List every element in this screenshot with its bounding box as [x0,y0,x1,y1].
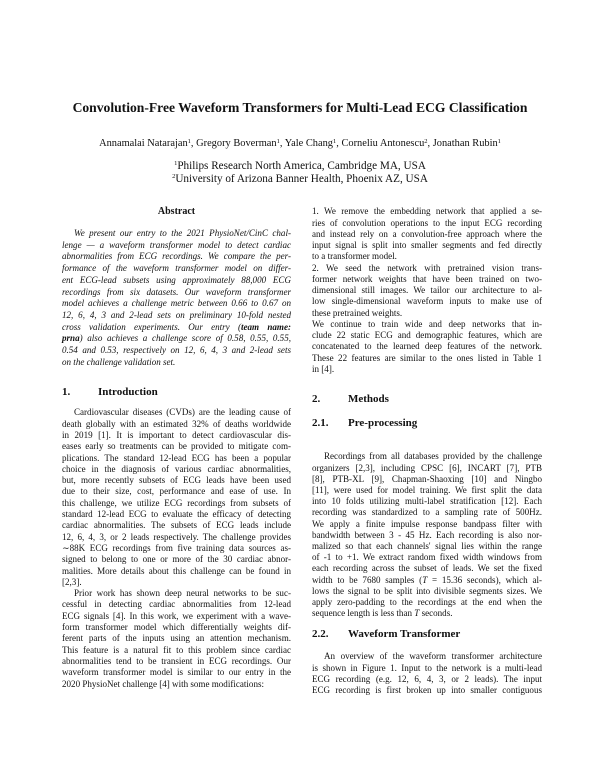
subsection-heading-preprocessing [312,416,417,430]
author [99,138,196,149]
text-line: ries of convolution operations to the input ECG recording [312,217,542,228]
text-line: signed to belong to one or more of the 30 cardiac abnor- [62,554,291,565]
text-line: model achieves a challenge metric between 0.66 to 0.67 on [62,298,291,309]
text-line: lows the signal to be split into divisible segments sizes. We [312,585,542,596]
author-name: Corneliu Antonescu [341,138,425,149]
text-line: 2020 PhysioNet challenge [4] with some modifications: [62,678,265,689]
text-line: plications. The standard 12-lead ECG has been a popular [62,452,291,463]
section-heading-introduction [62,385,158,399]
text-line: 12, 6, 4, 3, or 2 leads respectively. The challenge provides [62,531,291,542]
text-line: concatenated to the learned deep features of the network. [312,341,542,352]
text-line: apply zero-padding to the recordings at the end when the [312,597,542,608]
section-title: Waveform Transformer [348,628,461,640]
introduction-body [62,407,291,689]
text-line: clude 22 static ECG and demographic features, which are [312,330,542,341]
text-line: 2. We seed the network with pretrained vision trans- [312,262,542,273]
affiliation-number: 1 [174,160,178,167]
text-line [62,333,291,345]
text-segment: cross validation experiments. Our entry ( [62,321,241,332]
italic-text: T [414,608,420,619]
section-number: 2. [312,393,321,405]
text-line: due to their size, cost, performance and ease of use. In [62,486,291,497]
text-line: on the challenge validation set. [62,356,176,367]
text-line: in 2019 [1]. It is important to detect cardiovascular dis- [62,429,291,440]
text-line: and instead rely on a convolution-free approach where the [312,228,542,239]
author [433,138,501,149]
text-line: ∼88K ECG recordings from five training data sources as- [62,542,291,553]
text-line: this challenge, we utilize ECG recordings from subsets of [62,497,291,508]
affiliation-mark: 2 [424,138,428,145]
paper-title: Convolution-Free Waveform Transformers for Multi-Lead ECG Classification [72,100,528,115]
author-name: Gregory Boverman [196,138,277,149]
bold-text: prna [62,333,80,344]
bold-text: team name: [241,321,291,332]
text-line: choice in the diagnosis of various cardiac abnormalities, [62,463,291,474]
text-segment: width to be 7680 samples ( [312,574,423,585]
paragraph [312,319,542,375]
text-segment: = 15.36 seconds), which al- [427,574,542,585]
text-line: malities. More details about this challenge can be found in [62,565,291,576]
affiliation [0,159,600,173]
affiliation-number: 2 [172,173,176,180]
text-line [312,608,542,619]
italic-text: T [422,574,428,585]
waveform-transformer-body [312,651,542,696]
text-line: standard 12-lead ECG to evaluate the efficacy of detecting [62,509,291,520]
modifications-list [312,206,542,375]
text-line: Cardiovascular diseases (CVDs) are the leading cause of [74,407,291,418]
paragraph [312,263,542,319]
affiliation-mark: 1 [187,138,191,145]
paragraph [62,228,291,368]
section-title: Methods [348,393,389,405]
section-number: 2.1. [312,417,329,429]
affiliation-mark: 1 [333,138,337,145]
text-line: organizers [2,3], including CPSC [6], INCART [7], PTB [312,462,542,473]
text-line: 12, 6, 4, 3 and 2-lead sets on preliminary 10-fold nested [62,309,291,320]
text-line: We continue to train wide and deep networks that in- [312,318,542,329]
text-line: ent ECG-lead subsets using approximately 88,000 ECG [62,274,291,285]
text-line: into 10 folds utilizing multi-label stratification [12]. Each [312,496,542,507]
paragraph [312,651,542,696]
text-line: form transformer model which differentially weights dif- [62,622,291,633]
abstract-body [62,228,291,368]
text-line: cessful in detecting cardiac abnormalities from 12-lead [62,599,291,610]
paragraph [62,407,291,588]
author [285,138,342,149]
text-line: but, more recently subsets of ECG leads have been used [62,475,291,486]
text-line: ECG recording (e.g. 12, 6, 4, 3, or 2 leads). The input [312,673,542,684]
text-line: Recordings from all databases provided by the challenge [324,451,542,462]
section-heading-methods [312,392,389,406]
text-line: 1. We remove the embedding network that applied a se- [312,206,542,217]
text-line: waveform transformer model is similar to our entry in the [62,667,291,678]
text-line: recordings from six datasets. Our waveform transformer [62,286,291,297]
text-line: these pretrained weights. [312,307,403,318]
author-name: Annamalai Natarajan [99,138,188,149]
text-line: bandwidth between 3 - 45 Hz. Each recording is also nor- [312,529,542,540]
text-line: ferent parts of the inputs using an attention mechanism. [62,633,291,644]
section-number: 2.2. [312,628,329,640]
text-line: lenge — a waveform transformer model to detect cardiac [62,239,291,250]
author-name: Yale Chang [284,138,333,149]
text-line: [2,3]. [62,576,82,587]
text-line [312,575,542,586]
text-line: eases early so treatments can be provided to mitigate com- [62,441,291,452]
text-line: low single-dimensional waveform inputs to make use of [312,296,542,307]
section-number: 1. [62,386,71,398]
text-segment: sequence length is less than [312,608,415,619]
text-line: An overview of the waveform transformer architecture [324,651,542,662]
text-line: input signal is split into smaller segments and fed directly [312,240,542,251]
text-line: ECG signals [4]. In this work, we experiment with a wave- [62,610,291,621]
text-line: cardiac abnormalities. The subsets of ECG leads include [62,520,291,531]
affiliation-mark: 1 [276,138,280,145]
paragraph [62,588,291,690]
preprocessing-body [312,451,542,619]
text-line: in [4]. [312,363,335,374]
subsection-heading-waveform-transformer [312,627,460,641]
section-title: Pre-processing [348,417,418,429]
abstract-heading: Abstract [157,206,196,217]
text-line: malized so that each channels' signal lies within the range [312,541,542,552]
text-line: each recording across the subset of leads. We set the fixed [312,563,542,574]
affiliation-mark: 1 [497,138,501,145]
section-title: Introduction [98,386,158,398]
text-line: to a transformer model. [312,251,397,262]
text-line: [8], PTB-XL [9], Chapman-Shaoxing [10] and Ningbo [312,473,542,484]
text-line: We apply a finite impulse response bandpass filter with [312,518,542,529]
text-line: recording was standardized to a sampling rate of 500Hz. [312,507,542,518]
text-line: 0.54 and 0.53, respectively on 12, 6, 4, 3 and 2-lead sets [62,345,291,356]
author [196,138,285,149]
text-line: abnormalities from ECG recordings. We compare the per- [62,251,291,262]
affiliation-text: Philips Research North America, Cambridge MA, USA [177,160,426,172]
paragraph [312,451,542,619]
text-line: ECG recording is first broken up into smaller contiguous [312,685,542,695]
text-line [62,322,291,334]
text-line: of -1 to +1. We extract random fixed width windows from [312,552,542,563]
text-line: [11], were used for model training. We first split the data [312,485,542,495]
text-line: death globally with an estimated 32% of deaths worldwide [62,418,291,429]
text-line: Prior work has shown deep neural networks to be suc- [74,588,291,599]
text-line: This feature is a natural fit to this problem since cardiac [62,644,291,655]
text-line: formance of the waveform transformer model on differ- [62,263,291,274]
text-line: abnormalities tend to be transient in ECG recordings. Our [62,655,291,666]
text-segment: ) also achieves a challenge score of 0.58, 0.55, 0.55, [79,333,291,344]
affiliation-text: University of Arizona Banner Health, Phoenix AZ, USA [175,173,428,185]
text-segment: seconds. [419,608,453,619]
text-line: We present our entry to the 2021 PhysioNet/CinC chal- [74,228,291,238]
author [341,138,432,149]
author-list [0,137,600,151]
affiliation [0,172,600,186]
text-line: These 22 features are similar to the ones listed in Table 1 [312,352,542,363]
text-line: is shown in Figure 1. Input to the network is a multi-lead [312,662,542,673]
text-line: dimensional still images. We tailor our architecture to al- [312,285,542,296]
text-line: former network weights that have been trained on two- [312,273,542,284]
author-name: Jonathan Rubin [432,138,498,149]
paragraph [312,206,542,262]
